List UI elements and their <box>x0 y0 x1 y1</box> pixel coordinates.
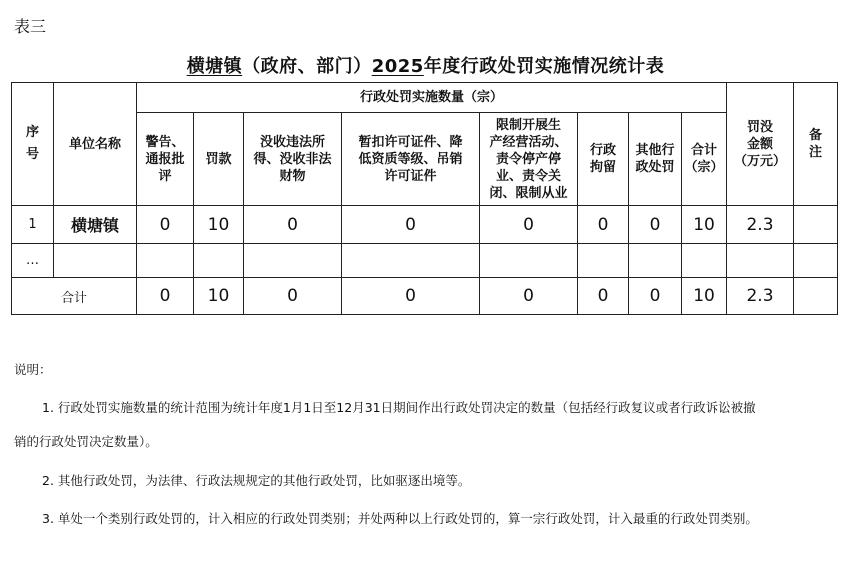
header-col-7 <box>629 113 682 206</box>
header-remark <box>794 83 838 206</box>
cell-count: 0 <box>629 206 682 244</box>
page-title <box>0 52 851 78</box>
header-col-3 <box>244 113 342 206</box>
row-seq: 1 <box>12 206 54 244</box>
header-penalty-count-group: 行政处罚实施数量（宗） <box>137 83 727 113</box>
header-fine-amount <box>727 83 794 206</box>
header-col-line: 行政 <box>589 143 616 158</box>
header-col-line: 拘留 <box>589 160 616 175</box>
cell-count: 0 <box>137 206 194 244</box>
cell-count: 10 <box>682 206 727 244</box>
note-item-2: 2. 其他行政处罚，为法律、行政法规规定的其他行政处罚，比如驱逐出境等。 <box>42 473 471 488</box>
statistics-table <box>11 82 838 315</box>
cell-count <box>194 244 244 278</box>
cell-count <box>682 244 727 278</box>
header-col-line: 得、没收非法 <box>253 151 332 167</box>
cell-fine-amount: 2.3 <box>727 278 794 315</box>
header-col-line: 责令停产停 <box>495 151 561 167</box>
cell-count: 0 <box>578 206 629 244</box>
table-label: 表三 <box>14 17 47 36</box>
header-col-line: 暂扣许可证件、降 <box>358 134 463 150</box>
header-remark-line: 备 <box>809 128 823 143</box>
header-col-line: 警告、 <box>145 134 185 150</box>
note-item-3: 3. 单处一个类别行政处罚的，计入相应的行政处罚类别；并处两种以上行政处罚的，算一宗行政处罚，计入最重的行政处罚类别。 <box>42 511 758 526</box>
cell-count <box>137 244 194 278</box>
title-unit-name: 横塘镇 <box>186 56 243 77</box>
cell-count: 0 <box>342 206 480 244</box>
cell-remark <box>794 206 838 244</box>
cell-count: 0 <box>480 278 578 315</box>
header-col-line: 合计 <box>691 143 718 158</box>
header-fine-line: （万元） <box>734 153 787 169</box>
total-row <box>12 278 838 315</box>
row-unit-name <box>54 244 137 278</box>
header-col-line: 产经营活动、 <box>489 134 568 150</box>
title-year: 2025 <box>371 56 424 77</box>
cell-count: 0 <box>244 206 342 244</box>
table-row <box>12 244 838 278</box>
cell-count: 10 <box>194 278 244 315</box>
cell-count: 10 <box>194 206 244 244</box>
cell-count <box>480 244 578 278</box>
header-col-line: 评 <box>158 168 172 184</box>
row-unit-name: 横塘镇 <box>54 206 137 244</box>
cell-count: 0 <box>244 278 342 315</box>
header-col-8 <box>682 113 727 206</box>
cell-count: 0 <box>480 206 578 244</box>
cell-count: 0 <box>629 278 682 315</box>
cell-fine-amount: 2.3 <box>727 206 794 244</box>
note-item-1-line-2: 销的行政处罚决定数量）。 <box>14 434 158 449</box>
cell-count: 0 <box>342 278 480 315</box>
cell-count <box>244 244 342 278</box>
header-col-line: （宗） <box>684 160 724 175</box>
header-col-line: 闭、限制从业 <box>489 185 568 201</box>
header-col-line: 政处罚 <box>635 160 675 175</box>
header-unit-name: 单位名称 <box>54 83 137 206</box>
header-fine-line: 罚没 <box>747 119 774 135</box>
cell-remark <box>794 278 838 315</box>
header-seq <box>12 83 54 206</box>
header-col-line: 罚款 <box>205 151 232 167</box>
notes-heading: 说明： <box>14 362 52 377</box>
cell-count: 0 <box>137 278 194 315</box>
header-col-line: 限制开展生 <box>495 117 561 133</box>
total-label: 合计 <box>12 278 137 315</box>
header-col-2 <box>194 113 244 206</box>
cell-count <box>629 244 682 278</box>
cell-remark <box>794 244 838 278</box>
header-fine-line: 金额 <box>747 136 774 152</box>
table-row <box>12 206 838 244</box>
cell-fine-amount <box>727 244 794 278</box>
header-remark-line: 注 <box>809 145 823 160</box>
header-col-line: 其他行 <box>635 143 675 158</box>
cell-count: 0 <box>578 278 629 315</box>
note-item-1-line-1: 1. 行政处罚实施数量的统计范围为统计年度1月1日至12月31日期间作出行政处罚决定的数量（包括经行政复议或者行政诉讼被撤 <box>42 400 756 415</box>
title-middle: （政府、部门） <box>242 56 372 77</box>
cell-count <box>342 244 480 278</box>
header-col-5 <box>480 113 578 206</box>
header-col-4 <box>342 113 480 206</box>
header-col-line: 业、责令关 <box>495 168 561 184</box>
header-row-group <box>12 83 838 113</box>
title-suffix: 年度行政处罚实施情况统计表 <box>423 56 665 77</box>
header-col-line: 通报批 <box>145 151 185 167</box>
header-col-line: 财物 <box>279 168 306 184</box>
header-col-line: 低资质等级、吊销 <box>358 151 463 167</box>
cell-count: 10 <box>682 278 727 315</box>
header-col-1 <box>137 113 194 206</box>
header-col-line: 没收违法所 <box>259 134 325 150</box>
header-col-line: 许可证件 <box>384 168 437 184</box>
row-seq: … <box>12 244 54 278</box>
cell-count <box>578 244 629 278</box>
header-seq-text: 序号 <box>25 125 39 162</box>
header-col-6 <box>578 113 629 206</box>
